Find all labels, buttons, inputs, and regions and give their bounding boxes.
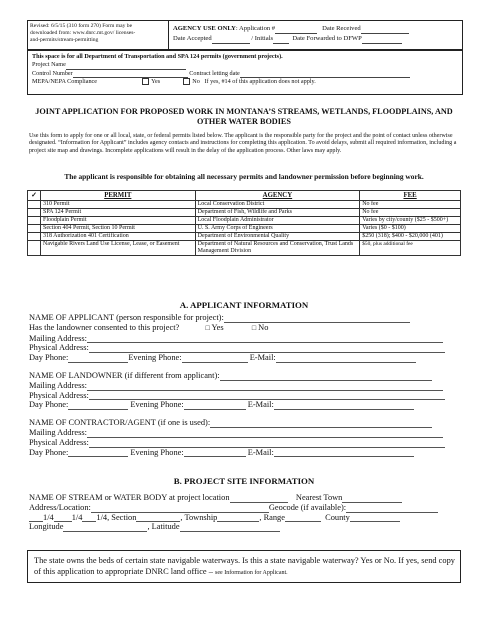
applicant-mailing-label: Mailing Address: [29, 333, 87, 343]
consent-no-label: No [258, 322, 269, 332]
consent-no-checkbox[interactable]: □ [251, 323, 257, 332]
project-name-label: Project Name [32, 61, 66, 69]
landowner-name-label: NAME OF LANDOWNER (if different from applicant): [29, 370, 220, 380]
agency-cell: Local Floodplain Administrator [195, 217, 360, 225]
landowner-mailing-field[interactable] [87, 382, 443, 391]
table-row [28, 241, 461, 256]
contractor-mailing-row [29, 428, 459, 438]
contractor-evening-phone-label: Evening Phone: [130, 447, 184, 457]
range-field[interactable] [285, 513, 321, 522]
landowner-phone-row [29, 400, 459, 410]
table-row [28, 209, 461, 217]
date-accepted-field[interactable] [212, 36, 250, 44]
agency-cell: Department of Fish, Wildlife and Parks [195, 209, 360, 217]
contractor-name-label: NAME OF CONTRACTOR/AGENT (if one is used): [29, 418, 211, 428]
section-label: 1/4, Section [96, 512, 137, 522]
applicant-day-phone-label: Day Phone: [29, 353, 69, 363]
landowner-evening-phone-label: Evening Phone: [130, 400, 184, 410]
coordinates-row [29, 522, 459, 532]
county-field[interactable] [350, 513, 400, 522]
contractor-name-row [29, 418, 459, 428]
applicant-email-field[interactable] [276, 354, 416, 363]
date-received-field[interactable] [361, 26, 409, 34]
permit-cell: 318 Authorization 401 Certification [40, 233, 195, 241]
address-geocode-row [29, 503, 459, 513]
contractor-physical-row [29, 438, 459, 448]
control-number-label: Control Number [32, 69, 73, 77]
header-box [27, 20, 463, 50]
landowner-physical-row [29, 391, 459, 401]
fee-cell: Varies ($0 - $100) [360, 225, 461, 233]
quarter-1-label: 1/4 [43, 512, 54, 522]
contractor-day-phone-field[interactable] [68, 448, 128, 457]
mepa-label: MEPA/NEPA Compliance [32, 78, 98, 86]
page-title [27, 107, 461, 127]
geocode-field[interactable] [346, 504, 438, 513]
date-forwarded-field[interactable] [362, 36, 402, 44]
mepa-no-checkbox[interactable] [183, 78, 190, 85]
landowner-name-row [29, 371, 459, 381]
geocode-label: Geocode (if available): [268, 502, 347, 512]
project-name-field[interactable] [66, 62, 186, 70]
contractor-physical-field[interactable] [89, 439, 445, 448]
longitude-field[interactable] [63, 523, 147, 532]
revised-note [30, 23, 142, 44]
township-field[interactable] [217, 513, 259, 522]
contract-date-field[interactable] [240, 70, 410, 78]
address-location-label: Address/Location: [29, 502, 91, 512]
quarter-2-field[interactable] [54, 513, 72, 522]
permit-cell: Navigable Rivers Land Use License, Lease, or Easement [40, 241, 195, 256]
quarter-2-label: 1/4 [71, 512, 83, 522]
fee-cell: Varies by city/county ($25 - $500+) [360, 217, 461, 225]
date-received-label: Date Received [322, 25, 361, 32]
landowner-day-phone-label: Day Phone: [29, 400, 69, 410]
permit-table-header [28, 191, 461, 201]
agency-cell: Department of Natural Resources and Conservation, Trust Lands Management Division [195, 241, 360, 256]
mepa-yes-label: Yes [151, 78, 161, 86]
responsibility-statement [27, 172, 461, 181]
applicant-name-row [29, 313, 459, 323]
applicant-name-field[interactable] [224, 314, 410, 323]
mepa-if-yes: If yes, #14 of this application does not apply. [204, 78, 316, 86]
contractor-physical-label: Physical Address: [29, 437, 89, 447]
landowner-mailing-label: Mailing Address: [29, 380, 87, 390]
fee-cell: No fee [360, 201, 461, 209]
contractor-email-field[interactable] [274, 448, 414, 457]
revised-text: Revised: 6/5/15 (310 form 270) Form may be downloaded from: www.dnrc.mt.gov/ licenses-and-permits/stream-permitting [30, 23, 136, 43]
contractor-evening-phone-field[interactable] [184, 448, 246, 457]
table-row [28, 233, 461, 241]
contractor-mailing-label: Mailing Address: [29, 427, 87, 437]
applicant-day-phone-field[interactable] [68, 354, 128, 363]
notice-small: see Information for Applicant. [215, 570, 288, 576]
applicant-mailing-row [29, 334, 459, 344]
landowner-email-field[interactable] [274, 401, 414, 410]
latitude-label: , Latitude [147, 522, 180, 532]
initials-label: / Initials [251, 35, 274, 42]
table-row [28, 217, 461, 225]
applicant-name-label: NAME OF APPLICANT (person responsible for project): [29, 313, 224, 322]
section-field[interactable] [136, 513, 180, 522]
contractor-name-field[interactable] [210, 419, 432, 428]
check-column-header: ✓ [28, 191, 41, 201]
permit-cell: SPA 124 Permit [40, 209, 195, 217]
range-label: , Range [259, 512, 285, 522]
applicant-block [29, 313, 459, 457]
agency-use-title: AGENCY USE ONLY [173, 25, 236, 32]
navigable-waterway-notice [27, 550, 461, 583]
applicant-physical-field[interactable] [89, 344, 445, 353]
mepa-no-label: No [192, 78, 200, 86]
quarter-1-field[interactable] [29, 513, 43, 522]
notice-text: The state owns the beds of certain state navigable waterways. Is this a state navigable waterway? Yes or No. If yes, send copy of this application to appropriate DNRC land office – [34, 556, 455, 576]
consent-yes-checkbox[interactable]: □ [205, 323, 210, 332]
landowner-day-phone-field[interactable] [68, 401, 128, 410]
landowner-mailing-row [29, 381, 459, 391]
contractor-phone-row [29, 448, 459, 458]
stream-name-row [29, 493, 459, 503]
nearest-town-label: Nearest Town [295, 493, 343, 502]
application-no-field[interactable] [275, 26, 317, 34]
permit-checkbox-cell[interactable] [28, 217, 41, 225]
agency-column-header: AGENCY [195, 191, 360, 201]
stream-name-field[interactable] [230, 494, 288, 503]
date-accepted-label: Date Accepted [173, 35, 212, 42]
latitude-field[interactable] [180, 523, 280, 532]
applicant-physical-label: Physical Address: [29, 343, 89, 353]
header-divider [168, 21, 169, 49]
landowner-name-field[interactable] [220, 372, 432, 381]
applicant-evening-phone-label: Evening Phone: [128, 353, 182, 363]
nearest-town-field[interactable] [342, 494, 402, 503]
agency-cell: Local Conservation District [195, 201, 360, 209]
address-location-field[interactable] [91, 504, 269, 513]
permit-checkbox-cell[interactable] [28, 225, 41, 233]
landowner-evening-phone-field[interactable] [184, 401, 246, 410]
page-title-text: JOINT APPLICATION FOR PROPOSED WORK IN MONTANA’S STREAMS, WETLANDS, FLOODPLAINS, AND OTHER WATER BODIES [35, 107, 453, 126]
applicant-phone-row [29, 353, 459, 363]
contract-date-label: Contract letting date [189, 69, 240, 77]
longitude-label: Longitude [29, 522, 64, 532]
dot-box [27, 50, 463, 95]
consent-yes-label: Yes [211, 322, 224, 332]
permit-cell: 310 Permit [40, 201, 195, 209]
landowner-email-label: E-Mail: [247, 400, 274, 410]
table-row [28, 225, 461, 233]
contractor-mailing-field[interactable] [87, 429, 443, 438]
fee-cell: No fee [360, 209, 461, 217]
dot-content [32, 53, 460, 87]
fee-cell: $50, plus additional fee [360, 241, 461, 256]
permit-cell: Floodplain Permit [40, 217, 195, 225]
section-a-title [27, 300, 461, 310]
mepa-yes-checkbox[interactable] [142, 78, 149, 85]
agency-cell: U. S. Army Corps of Engineers [195, 225, 360, 233]
township-label: , Township [180, 512, 218, 522]
stream-name-label: NAME OF STREAM or WATER BODY at project location [29, 493, 230, 502]
section-a-title-text: A. APPLICANT INFORMATION [179, 300, 309, 310]
consent-label: Has the landowner consented to this project? [29, 322, 180, 332]
county-label: County [325, 512, 350, 522]
applicant-physical-row [29, 343, 459, 353]
landowner-physical-field[interactable] [89, 391, 445, 400]
contractor-email-label: E-Mail: [247, 447, 274, 457]
notice-content [34, 555, 456, 579]
site-block [29, 493, 459, 532]
permit-checkbox-cell[interactable] [28, 241, 41, 256]
permit-cell: Section 404 Permit, Section 10 Permit [40, 225, 195, 233]
date-forwarded-label: Date Forwarded to DFWP [292, 35, 362, 42]
quarter-3-field[interactable] [82, 513, 96, 522]
section-b-title-text: B. PROJECT SITE INFORMATION [173, 476, 315, 486]
fee-cell: $250 (318); $400 - $20,000 (401) [360, 233, 461, 241]
applicant-evening-phone-field[interactable] [182, 354, 248, 363]
agency-use-area: AGENCY USE ONLY: Application # Date Received Date Accepted / Initials Date Forwarded to DFWP [173, 24, 461, 44]
intro-text: Use this form to apply for one or all local, state, or federal permits listed below. The applicant is the responsible party for the project and the point of contact unless otherwise designated. “Information for Applicant” includes agency contacts and instructions for completing this application. To avoid delays, submit all required information, including a project site map and drawings. Incomplete applications will result in the delay of the application process. Other laws may apply. [29, 133, 457, 154]
permit-checkbox-cell[interactable] [28, 233, 41, 241]
permit-column-header: PERMIT [40, 191, 195, 201]
applicant-mailing-field[interactable] [87, 334, 443, 343]
dot-title: This space is for all Department of Transportation and SPA 124 permits (government projects). [32, 53, 283, 60]
control-number-field[interactable] [73, 70, 188, 78]
landowner-consent-row [29, 323, 459, 334]
initials-field[interactable] [273, 36, 289, 44]
permit-checkbox-cell[interactable] [28, 209, 41, 217]
fee-column-header: FEE [360, 191, 461, 201]
applicant-email-label: E-Mail: [249, 353, 276, 363]
agency-cell: Department of Environmental Quality [195, 233, 360, 241]
section-b-title [27, 476, 461, 486]
application-no-label: Application # [239, 25, 276, 32]
landowner-physical-label: Physical Address: [29, 390, 89, 400]
table-row [28, 201, 461, 209]
permit-checkbox-cell[interactable] [28, 201, 41, 209]
contractor-day-phone-label: Day Phone: [29, 447, 69, 457]
intro-paragraph [29, 133, 457, 155]
permit-table [27, 190, 461, 256]
legal-description-row [29, 513, 459, 523]
responsibility-text: The applicant is responsible for obtaining all necessary permits and landowner permission before beginning work. [64, 172, 424, 181]
